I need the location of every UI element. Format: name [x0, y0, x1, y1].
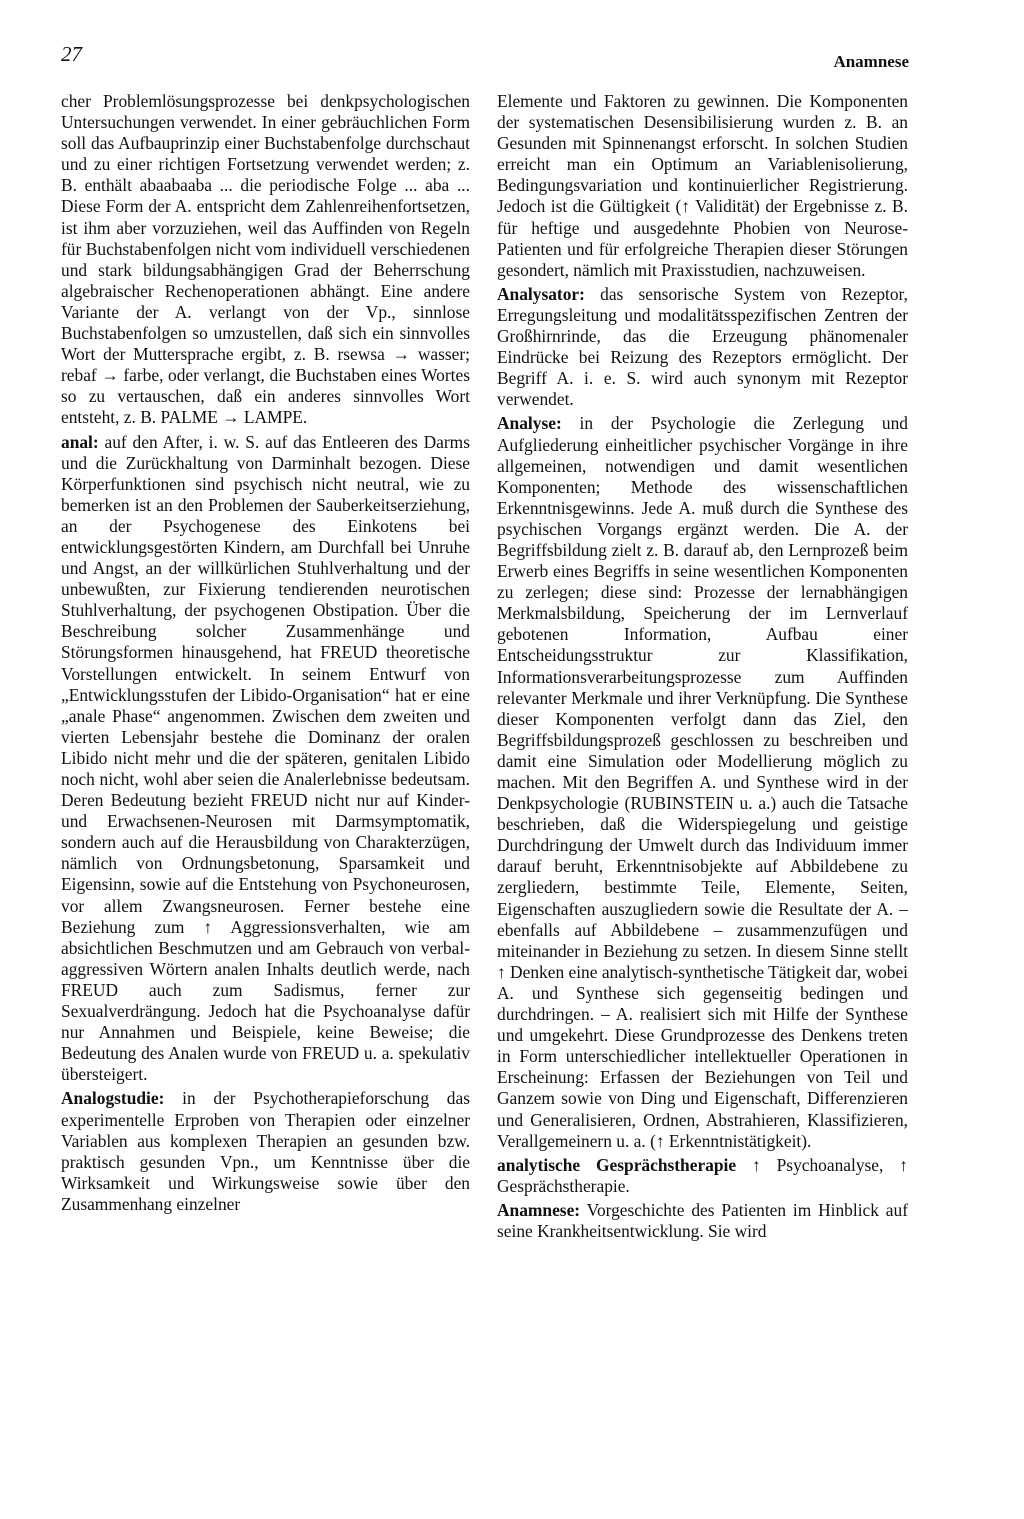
running-head: Anamnese [833, 52, 909, 71]
right-column [497, 91, 908, 1245]
entry-continuation [61, 91, 470, 429]
entry-analogstudie [61, 1088, 470, 1215]
entry-text: in der Psychotherapieforschung das experimentelle Erproben von Therapien oder einzelner Variablen aus komplexen Therapien an gesunden bzw. praktisch gesunden Vpn., um Kenntnisse über die Wirksamkeit und Wirkungsweise sowie über den Zusammenhang einzelner [61, 1088, 470, 1214]
entry-anamnese [497, 1200, 908, 1242]
left-column [61, 91, 470, 1218]
entry-text: Vorgeschichte des Patienten im Hinblick auf seine Krankheitsentwicklung. Sie wird [497, 1199, 908, 1241]
entry-term: Anamnese: [497, 1199, 581, 1220]
entry-term: anal: [61, 431, 99, 452]
entry-term: Analogstudie: [61, 1088, 165, 1109]
entry-analysator [497, 284, 908, 411]
entry-text: cher Problemlösungsprozesse bei denkpsychologischen Untersuchungen verwendet. In einer gebräuchlichen Form soll das Aufbauprinzip einer Buchstabenfolge durchschaut und zu einer richtigen Fortsetzung verwendet werden; z. B. enthält abaabaaba ... die periodische Folge ... aba ... Diese Form der A. entspricht dem Zahlenreihenfortsetzen, ist ihm aber vorzuziehen, weil das Auffinden von Regeln für Buchstabenfolgen nicht vom individuell verschiedenen und stark bildungsabhängigen Grad der Beherrschung algebraischer Rechenoperationen abhängt. Eine andere Variante der A. verlangt von der Vp., sinnlose Buchstabenfolgen so umzustellen, daß sich ein sinnvolles Wort der Muttersprache ergibt, z. B. rsewsa → wasser; rebaf → farbe, oder verlangt, die Buchstaben eines Wortes so zu vertauschen, daß ein anderes sinnvolles Wort entsteht, z. B. PALME → LAMPE. [61, 91, 470, 428]
entry-text: ↑ Psychoanalyse, ↑ Gesprächstherapie. [497, 1154, 908, 1196]
entry-analyse [497, 413, 908, 1151]
entry-continuation [497, 91, 908, 281]
entry-term: analytische Gesprächstherapie [497, 1154, 737, 1175]
page-number: 27 [61, 42, 82, 66]
entry-text: Elemente und Faktoren zu gewinnen. Die Komponenten der systematischen Desensibilisierung wurden z. B. an Gesunden mit Spinnenangst erforscht. In solchen Studien erreicht man ein Optimum an Variablenisolierung, Bedingungsvariation und kontinuierlicher Registrierung. Jedoch ist die Gültigkeit (↑ Validität) der Ergebnisse z. B. für heftige und ausgedehnte Phobien von Neurose-Patienten und für erfolgreiche Therapien dieser Störungen gesondert, nämlich mit Praxisstudien, nachzuweisen. [497, 91, 908, 280]
entry-term: Analyse: [497, 413, 562, 434]
entry-term: Analysator: [497, 283, 585, 304]
entry-text: das sensorische System von Rezeptor, Erregungsleitung und modalitätsspezifischen Zentren der Großhirnrinde, das die Erzeugung phänomenaler Eindrücke bei Reizung des Rezeptors ermöglicht. Der Begriff A. i. e. S. wird auch synonym mit Rezeptor verwendet. [497, 283, 908, 410]
entry-anal [61, 432, 470, 1086]
entry-analytische-gespraechstherapie [497, 1155, 908, 1197]
entry-text: in der Psychologie die Zerlegung und Aufgliederung einheitlicher psychischer Vorgänge in ihre allgemeinen, notwendigen und damit wesentlichen Komponenten; Methode des wissenschaftlichen Erkenntnisgewinns. Jede A. muß durch die Synthese des psychischen Vorgangs ergänzt werden. Die A. der Begriffsbildung zielt z. B. darauf ab, den Lernprozeß beim Erwerb eines Begriffs in seine wesentlichen Komponenten zu zerlegen; diese sind: Prozesse der lernabhängigen Merkmalsbildung, Speicherung der im Lernverlauf gebotenen Information, Aufbau einer Entscheidungsstruktur zur Klassifikation, Informationsverarbeitungsprozesse zum Auffinden relevanter Merkmale und ihrer Verknüpfung. Die Synthese dieser Komponenten verfolgt dann das Ziel, den Begriffsbildungsprozeß geschlossen zu beschreiben und damit eine Simulation oder Modellierung möglich zu machen. Mit den Begriffen A. und Synthese wird in der Denkpsychologie (RUBINSTEIN u. a.) auch die Tatsache beschrieben, daß die Widerspiegelung und geistige Durchdringung der Umwelt durch das Individuum immer darauf beruht, Erkenntnisobjekte auf Abbildebene zu zergliedern, bestimmte Teile, Elemente, Seiten, Eigenschaften auszugliedern sowie die Resultate der A. – ebenfalls auf Abbildebene – zusammenzufügen und miteinander in Beziehung zu setzen. In diesem Sinne stellt ↑ Denken eine analytisch-synthetische Tätigkeit dar, wobei A. und Synthese sich gegenseitig bedingen und durchdringen. – A. realisiert sich mit Hilfe der Synthese und umgekehrt. Diese Grundprozesse des Denkens treten in Form unterschiedlicher intellektueller Operationen in Erscheinung: Erfassen der Beziehungen von Teil und Ganzem sowie von Ding und Eigenschaft, Differenzieren und Generalisieren, Ordnen, Abstrahieren, Klassifizieren, Verallgemeinern u. a. (↑ Erkenntnistätigkeit). [497, 413, 908, 1151]
entry-text: auf den After, i. w. S. auf das Entleeren des Darms und die Zurückhaltung von Darminhalt bezogen. Diese Körperfunktionen sind psychisch nicht neutral, wie zu bemerken ist an den Problemen der Sauberkeitserziehung, an der Psychogenese des Einkotens bei entwicklungsgestörten Kindern, am Durchfall bei Unruhe und Angst, an der willkürlichen Stuhlverhaltung und der unbewußten, zur Fixierung tendierenden neurotischen Stuhlverhaltung, der psychogenen Obstipation. Über die Beschreibung solcher Zusammenhänge und Störungsformen hinausgehend, hat FREUD theoretische Vorstellungen entwickelt. In seinem Entwurf von „Entwicklungsstufen der Libido-Organisation“ hat er eine „anale Phase“ angenommen. Zwischen dem zweiten und vierten Lebensjahr bestehe die Dominanz der oralen Libido nicht mehr und die der späteren, genitalen Libido noch nicht, wohl aber seien die Analerlebnisse bedeutsam. Deren Bedeutung bezieht FREUD nicht nur auf Kinder- und Erwachsenen-Neurosen mit Darmsymptomatik, sondern auch auf die Herausbildung von Charakterzügen, nämlich von Ordnungsbetonung, Sparsamkeit und Eigensinn, sowie auf die Entstehung von Psychoneurosen, vor allem Zwangsneurosen. Ferner bestehe eine Beziehung zum ↑ Aggressionsverhalten, wie am absichtlichen Beschmutzen und am Gebrauch von verbal-aggressiven Wörtern analen Inhalts deutlich werde, nach FREUD auch zum Sadismus, ferner zur Sexualverdrängung. Jedoch hat die Psychoanalyse dafür nur Annahmen und Beispiele, keine Beweise; die Bedeutung des Analen wurde von FREUD u. a. spekulativ übersteigert. [61, 431, 470, 1085]
